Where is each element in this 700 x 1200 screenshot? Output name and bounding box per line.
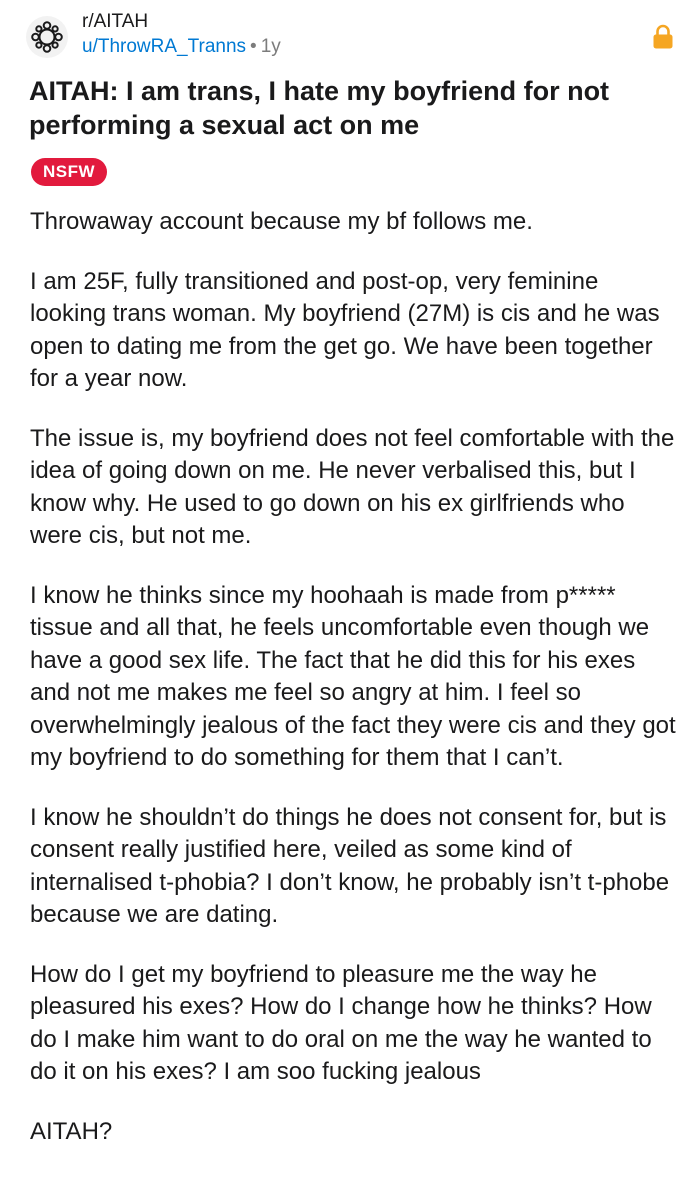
post-meta: [82, 10, 281, 60]
author-line: [82, 34, 281, 60]
post-paragraph: I know he shouldn’t do things he does not consent for, but is consent really justified here, veiled as some kind of internalised t-phobia? I don’t know, he probably isn’t t-phobe because we are dating.: [30, 803, 670, 928]
post-body: [30, 206, 680, 1175]
community-icon: [30, 20, 64, 54]
subreddit-name[interactable]: r/AITAH: [82, 11, 149, 32]
nsfw-badge: NSFW: [31, 158, 107, 186]
post-age: 1y: [260, 36, 281, 57]
lock-icon: [652, 24, 674, 50]
post-paragraph: I am 25F, fully transitioned and post-op, very feminine looking trans woman. My boyfriend (27M) is cis and he was open to dating me from the get go. We have been together for a year now.: [30, 267, 660, 392]
subreddit-avatar-icon[interactable]: [26, 16, 68, 58]
author-username[interactable]: u/ThrowRA_Tranns: [82, 36, 247, 57]
post-paragraph: The issue is, my boyfriend does not feel comfortable with the idea of going down on me. He never verbalised this, but I know why. He used to go down on his ex girlfriends who were cis, but not me.: [30, 424, 675, 549]
meta-separator: •: [250, 36, 257, 57]
post-paragraph: Throwaway account because my bf follows me.: [30, 208, 533, 235]
post-paragraph: AITAH?: [30, 1117, 113, 1145]
post-title[interactable]: AITAH: I am trans, I hate my boyfriend for not performing a sexual act on me: [29, 76, 610, 140]
post-paragraph: How do I get my boyfriend to pleasure me the way he pleasured his exes? How do I change how he thinks? How do I make him want to do oral on me the way he wanted to do it on his exes? I am soo fucking jealous: [30, 960, 652, 1085]
post-header: [26, 10, 676, 62]
post-paragraph: I know he thinks since my hoohaah is made from p***** tissue and all that, he feels uncomfortable even though we have a good sex life. The fact that he did this for his exes and not me makes me feel so angry at him. I feel so overwhelmingly jealous of the fact they were cis and they got my boyfriend to do something for them that I can’t.: [30, 581, 676, 771]
